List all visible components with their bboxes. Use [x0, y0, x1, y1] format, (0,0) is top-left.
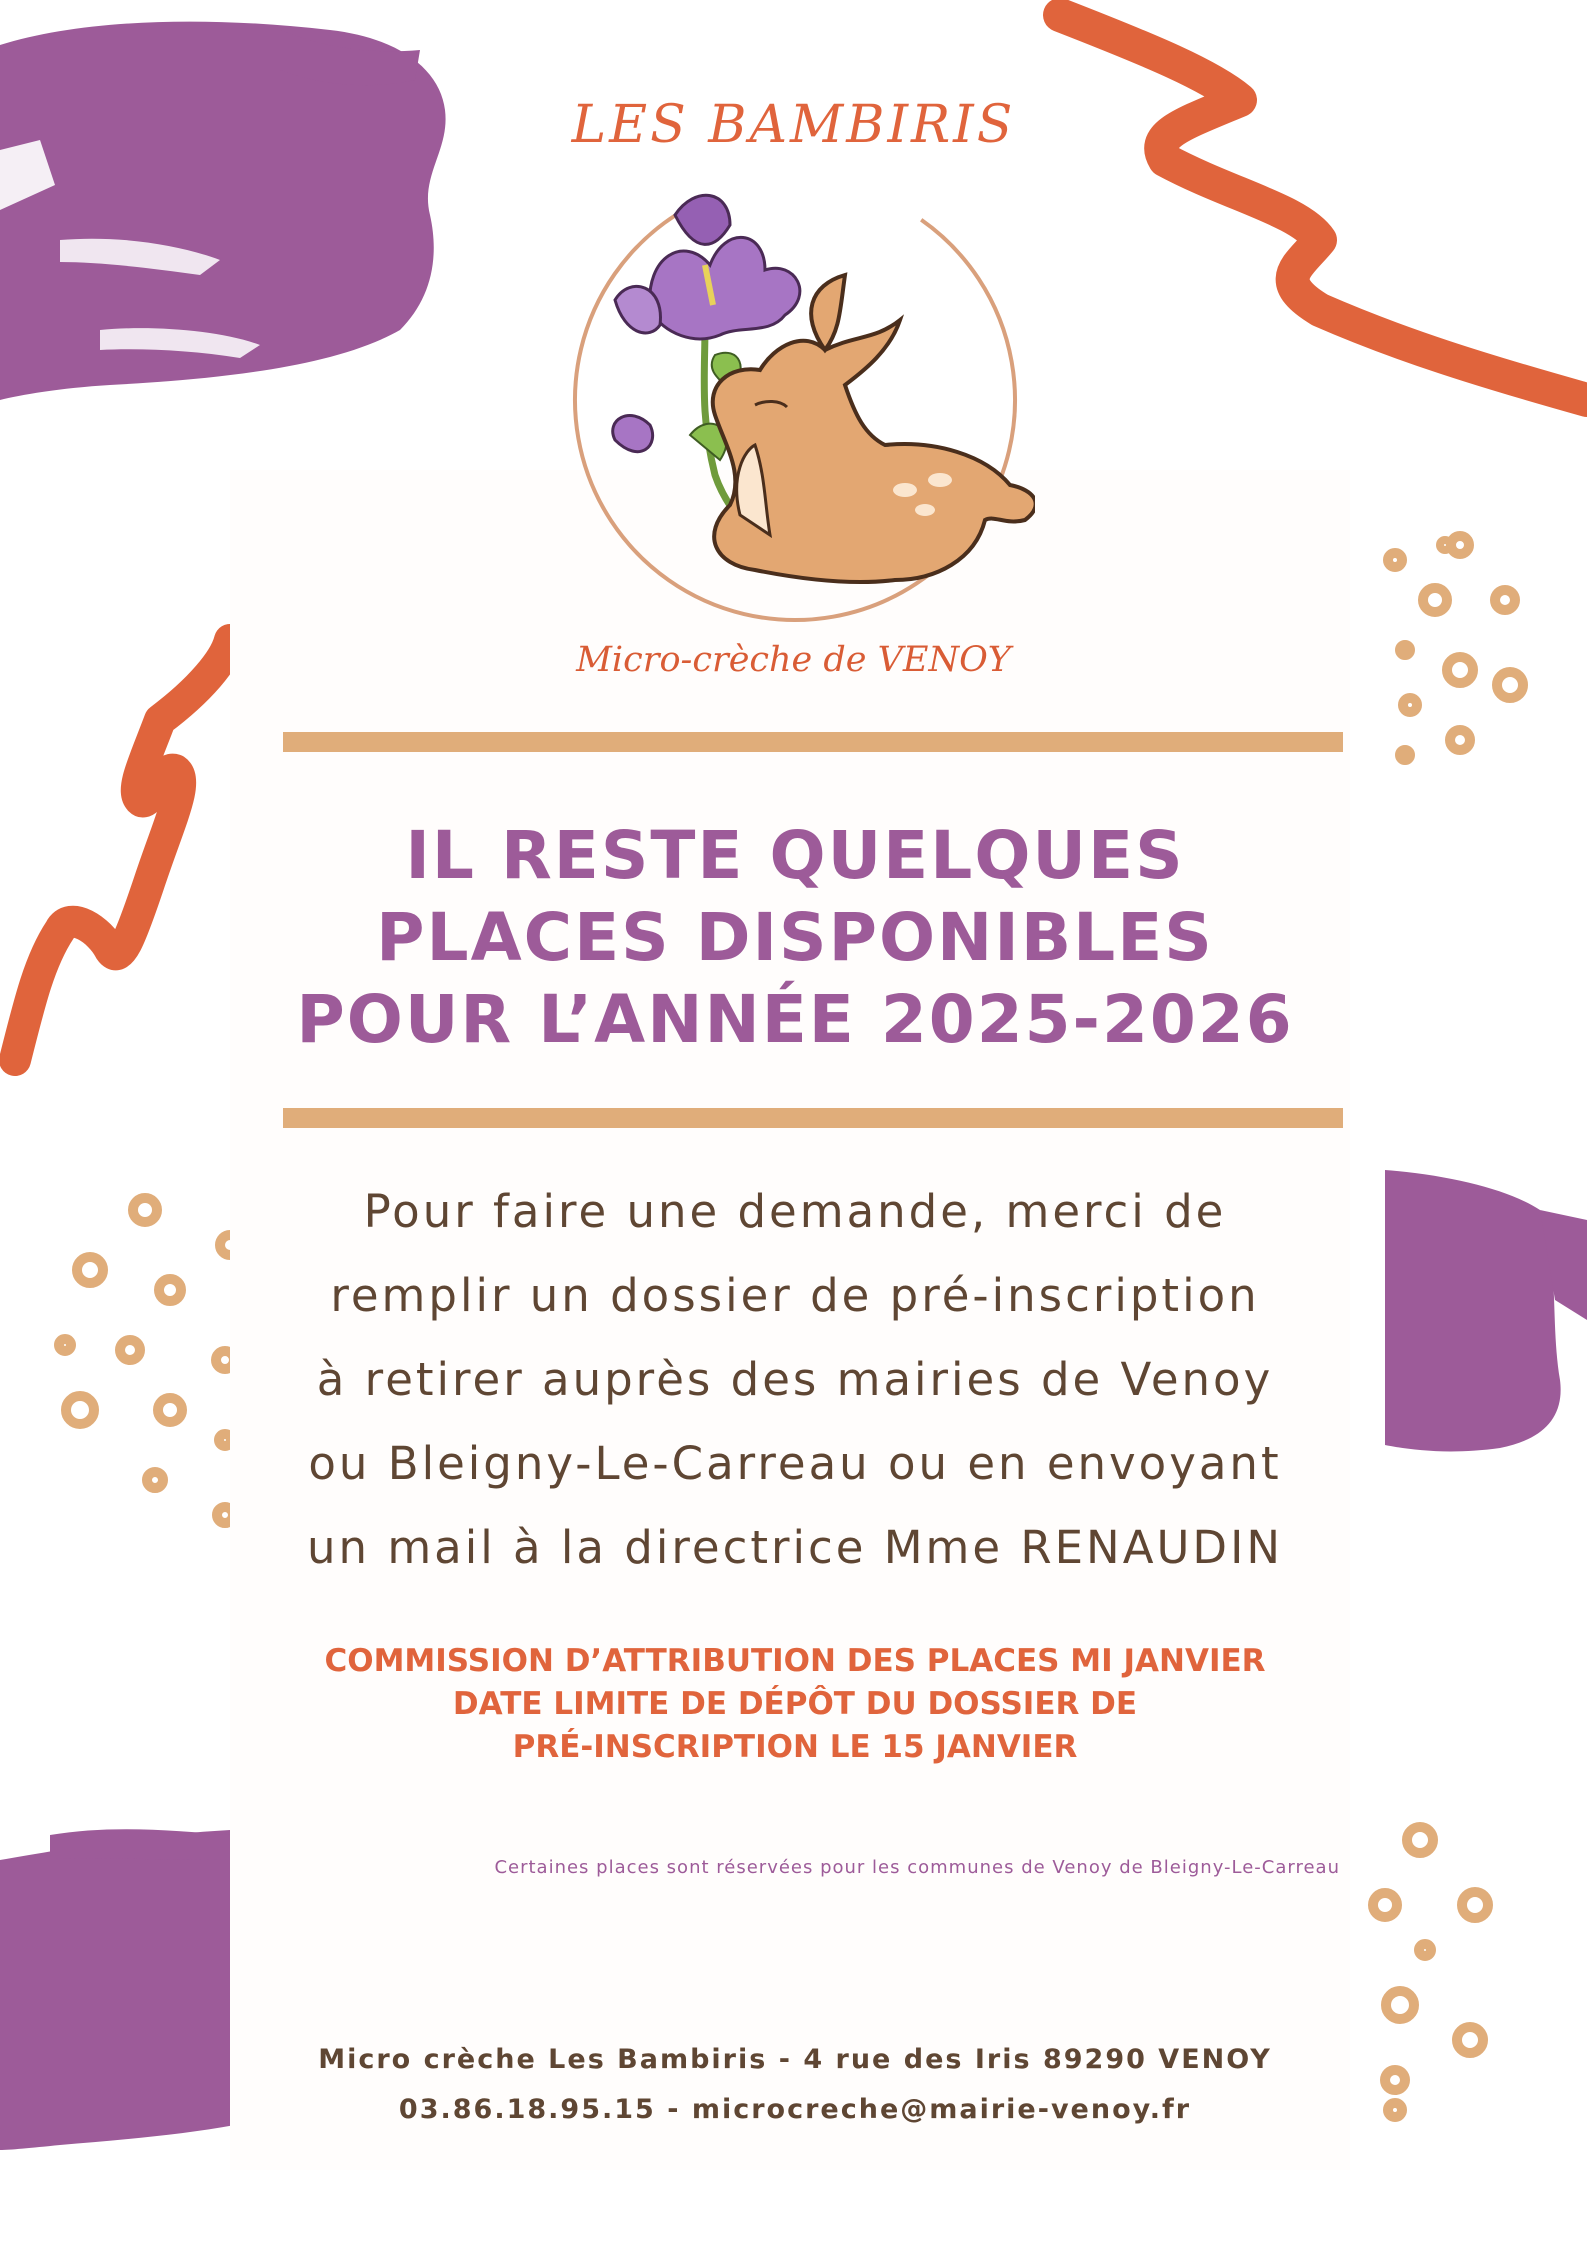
- brand-title: LES BAMBIRIS: [571, 95, 1016, 155]
- footer-address: Micro crèche Les Bambiris - 4 rue des Iris 89290 VENOY: [318, 2044, 1272, 2075]
- purple-brush-right: [1385, 1170, 1587, 1451]
- footer: [220, 2035, 1370, 2135]
- logo: [555, 175, 1035, 645]
- divider-top: [283, 732, 1343, 752]
- body-line: un mail à la directrice Mme RENAUDIN: [306, 1521, 1284, 1574]
- orange-zigzag-left: [15, 640, 230, 1060]
- request-instructions: [220, 1170, 1370, 1590]
- body-line: ou Bleigny-Le-Carreau ou en envoyant: [308, 1437, 1282, 1490]
- body-line: à retirer auprès des mairies de Venoy: [316, 1353, 1274, 1406]
- notice-line: COMMISSION D’ATTRIBUTION DES PLACES MI JANVIER: [324, 1643, 1266, 1679]
- reserved-places-note: Certaines places sont réservées pour les communes de Venoy de Bleigny-Le-Carreau: [494, 1857, 1340, 1878]
- divider-bottom: [283, 1108, 1343, 1128]
- purple-brush-top-left: [0, 22, 446, 400]
- orange-zigzag-top-right: [1060, 15, 1587, 400]
- footer-contact: 03.86.18.95.15 - microcreche@mairie-venoy.fr: [398, 2094, 1192, 2125]
- headline: [220, 815, 1370, 1061]
- headline-line: IL RESTE QUELQUES: [405, 817, 1185, 894]
- headline-line: POUR L’ANNÉE 2025-2026: [296, 981, 1294, 1058]
- headline-line: PLACES DISPONIBLES: [376, 899, 1214, 976]
- purple-brush-bottom-left: [0, 1829, 235, 2150]
- tagline: Micro-crèche de VENOY: [576, 640, 1011, 680]
- body-line: Pour faire une demande, merci de: [363, 1185, 1227, 1238]
- deadline-notice: [220, 1640, 1370, 1769]
- notice-line: DATE LIMITE DE DÉPÔT DU DOSSIER DE: [452, 1686, 1138, 1722]
- body-line: remplir un dossier de pré-inscription: [330, 1269, 1260, 1322]
- notice-line: PRÉ-INSCRIPTION LE 15 JANVIER: [512, 1729, 1078, 1765]
